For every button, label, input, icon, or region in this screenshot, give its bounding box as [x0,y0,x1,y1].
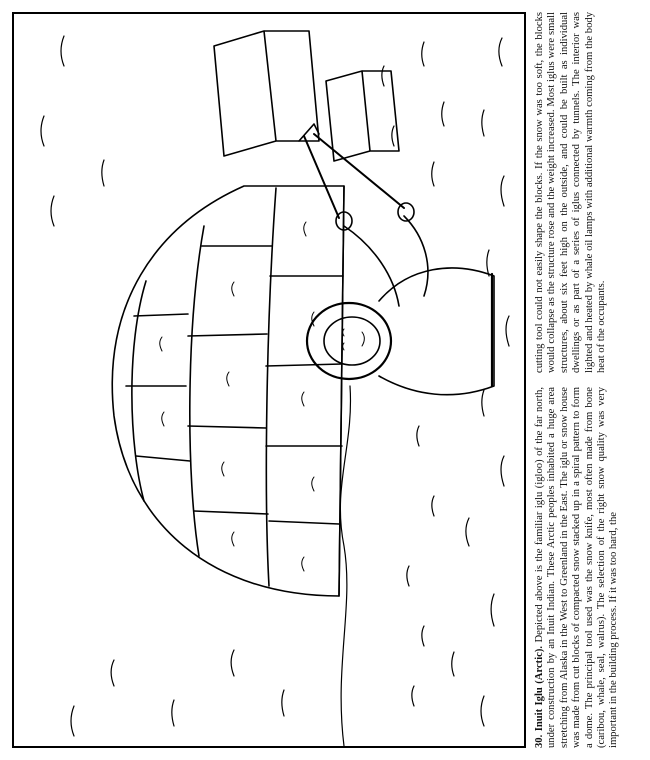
caption-column-2 [534,12,644,373]
caption-paragraph-1 [534,387,621,748]
illustration-frame [12,12,526,748]
caption-text-1: Depicted above is the familiar iglu (igloo) of the far north, under construction by an Inuit Indian. These Arctic peoples inhabited a huge area stretching from Alaska in the West to Greenland in the East. The iglu or snow house was made from cut blocks of compacted snow stacked up in a spiral pattern to form a dome. The principal tool used was the snow knife, most often made from bone (caribou, whale, seal, walrus). The selection of the right snow quality was very important in the building process. If it was too hard, the [534,387,620,748]
caption-number: 30. [534,734,545,748]
snow-ground [41,36,509,746]
caption-title: Inuit Iglu (Arctic). [534,645,545,732]
iglu-illustration [14,14,524,746]
caption-text-2: cutting tool could not easily shape the blocks. If the snow was too soft, the blocks would collapse as the structure rose and the weight increased. Most iglus were small structures, about six feet high on the outside, and could be built as individual dwellings or as part of a series of iglus connected by tunnels. The interior was lighted and heated by whale oil lamps with additional warmth coming from the body heat of the occupants. [534,12,608,373]
iglu-dome [112,186,344,596]
inuit-figure [299,124,494,395]
caption-column-1 [534,387,644,748]
caption [534,12,644,748]
